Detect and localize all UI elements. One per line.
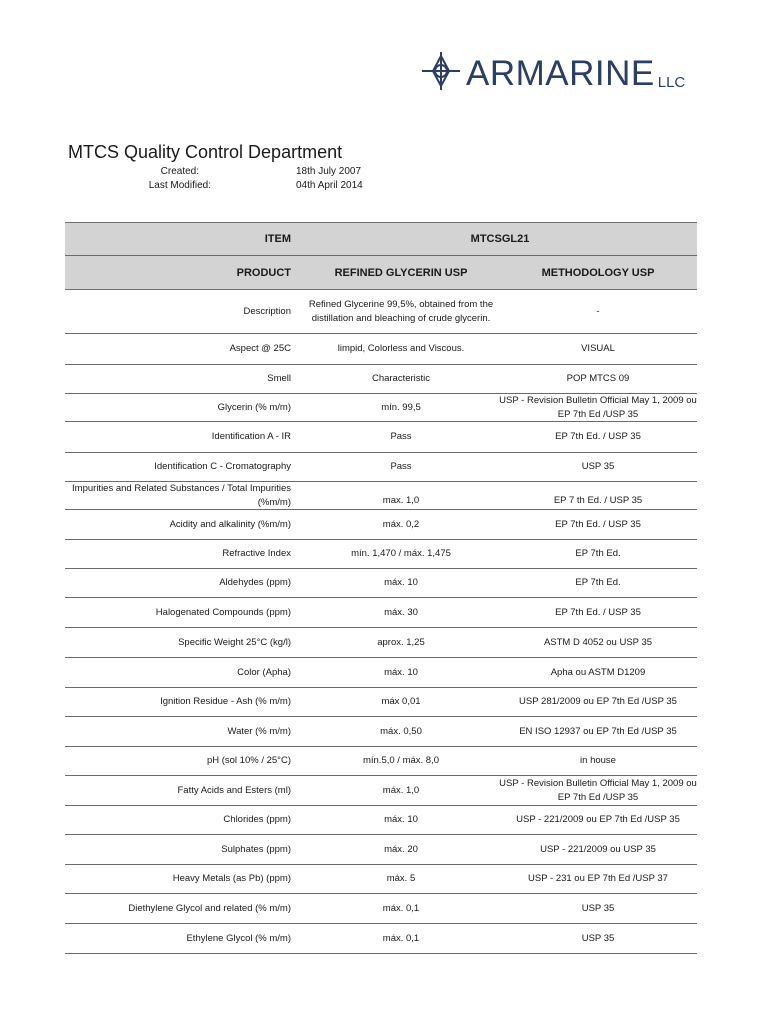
specification-cell: máx 0,01 <box>381 696 421 707</box>
method-cell: - <box>596 305 600 317</box>
document-meta <box>0 166 400 194</box>
method-cell: EP 7th Ed. <box>575 577 621 588</box>
parameter-cell: Color (Apha) <box>237 666 291 678</box>
item-code: MTCSGL21 <box>470 233 530 245</box>
logo-word: ARMARINE <box>466 53 655 93</box>
specification-cell: Refined Glycerine 99,5%, obtained from the distillation and bleaching of crude glycerin. <box>308 298 494 324</box>
parameter-cell: Description <box>243 305 291 317</box>
company-logo <box>420 50 685 97</box>
table-row <box>65 510 697 540</box>
created-label: Created: <box>160 166 199 177</box>
specification-cell: máx. 10 <box>384 666 418 678</box>
specification-cell: máx. 0,50 <box>380 725 422 737</box>
parameter-cell: Acidity and alkalinity (%m/m) <box>169 518 291 530</box>
table-row <box>65 334 697 365</box>
last-modified-value: 04th April 2014 <box>296 180 363 191</box>
method-cell: EP 7th Ed. <box>575 548 621 559</box>
method-cell: POP MTCS 09 <box>566 373 630 384</box>
parameter-cell: Ignition Residue - Ash (% m/m) <box>160 696 291 707</box>
item-header-row <box>65 222 697 256</box>
method-cell: EP 7th Ed. / USP 35 <box>555 431 641 442</box>
table-row <box>65 776 697 806</box>
table-row <box>65 658 697 688</box>
specification-cell: máx. 30 <box>384 606 418 618</box>
methodology-label: METHODOLOGY USP <box>541 266 655 279</box>
item-label: ITEM <box>264 233 291 245</box>
parameter-cell: Water (% m/m) <box>227 725 291 737</box>
table-row <box>65 394 697 422</box>
table-row <box>65 717 697 747</box>
table-row <box>65 688 697 717</box>
method-cell: Apha ou ASTM D1209 <box>550 666 646 678</box>
specification-cell: máx. 20 <box>384 843 418 855</box>
parameter-cell: Sulphates (ppm) <box>221 843 291 855</box>
parameter-cell: Glycerin (% m/m) <box>217 401 291 413</box>
method-cell: in house <box>580 755 616 766</box>
table-row <box>65 540 697 569</box>
specification-cell: Characteristic <box>371 373 431 384</box>
table-row <box>65 365 697 394</box>
table-row <box>65 924 697 954</box>
method-cell: USP - 221/2009 ou EP 7th Ed /USP 35 <box>516 814 680 825</box>
table-row <box>65 894 697 924</box>
method-cell: EP 7th Ed. / USP 35 <box>555 606 641 618</box>
parameter-cell: Heavy Metals (as Pb) (ppm) <box>172 873 291 884</box>
parameter-cell: Smell <box>267 373 291 384</box>
parameter-cell: Impurities and Related Substances / Total Impurities (%m/m) <box>72 482 291 508</box>
parameter-cell: Aldehydes (ppm) <box>219 577 291 588</box>
specification-cell: máx. 0,2 <box>382 518 420 530</box>
parameter-cell: Diethylene Glycol and related (% m/m) <box>128 902 291 914</box>
parameter-cell: Refractive Index <box>222 548 291 559</box>
method-cell: USP 35 <box>581 932 615 944</box>
method-cell: ASTM D 4052 ou USP 35 <box>543 636 653 648</box>
specification-cell: máx. 10 <box>384 577 418 588</box>
compass-cross-icon <box>420 50 462 97</box>
method-cell: USP 281/2009 ou EP 7th Ed /USP 35 <box>519 696 677 707</box>
method-cell: USP - Revision Bulletin Official May 1, 2009 ou EP 7th Ed /USP 35 <box>499 777 697 803</box>
table-row <box>65 806 697 835</box>
method-cell: USP 35 <box>581 902 615 914</box>
specification-cell: mín. 1,470 / máx. 1,475 <box>351 548 451 559</box>
specification-cell: limpid, Colorless and Viscous. <box>337 343 465 354</box>
specification-cell: máx. 1,0 <box>382 784 420 796</box>
parameter-cell: pH (sol 10% / 25°C) <box>206 755 291 766</box>
parameter-cell: Ethylene Glycol (% m/m) <box>186 932 291 944</box>
table-row <box>65 569 697 598</box>
method-cell: USP - 231 ou EP 7th Ed /USP 37 <box>528 873 668 884</box>
specification-cell: max. 1,0 <box>382 495 420 506</box>
parameter-cell: Aspect @ 25C <box>229 343 291 354</box>
logo-suffix: LLC <box>657 74 686 91</box>
table-row <box>65 628 697 658</box>
table-row <box>65 865 697 894</box>
specification-cell: aprox. 1,25 <box>377 636 425 648</box>
parameter-cell: Identification A - IR <box>211 431 291 442</box>
product-header-row <box>65 256 697 290</box>
method-cell: EP 7 th Ed. / USP 35 <box>553 495 643 506</box>
table-row <box>65 598 697 628</box>
table-row <box>65 290 697 334</box>
table-row <box>65 747 697 776</box>
table-row <box>65 482 697 510</box>
parameter-cell: Chlorides (ppm) <box>223 814 291 825</box>
method-cell: USP - Revision Bulletin Official May 1, 2009 ou EP 7th Ed /USP 35 <box>499 394 697 420</box>
created-value: 18th July 2007 <box>296 166 362 177</box>
parameter-cell: Halogenated Compounds (ppm) <box>155 606 291 618</box>
method-cell: USP 35 <box>581 461 615 472</box>
specification-cell: máx. 0,1 <box>382 932 420 944</box>
method-cell: EP 7th Ed. / USP 35 <box>555 518 641 530</box>
specification-cell: mín. 99,5 <box>381 401 421 413</box>
specification-table <box>65 222 697 954</box>
table-row <box>65 422 697 453</box>
specification-cell: mín.5,0 / máx. 8,0 <box>362 755 440 766</box>
specification-cell: máx. 0,1 <box>382 902 420 914</box>
table-row <box>65 453 697 482</box>
specification-cell: Pass <box>390 431 412 442</box>
created-row <box>0 166 400 180</box>
last-modified-row <box>0 180 400 194</box>
product-label: PRODUCT <box>236 266 291 279</box>
product-name: REFINED GLYCERIN USP <box>334 266 468 279</box>
method-cell: EN ISO 12937 ou EP 7th Ed /USP 35 <box>519 725 677 737</box>
method-cell: USP - 221/2009 ou USP 35 <box>540 843 656 855</box>
page-title: MTCS Quality Control Department <box>68 142 343 162</box>
parameter-cell: Fatty Acids and Esters (ml) <box>177 784 291 796</box>
last-modified-label: Last Modified: <box>148 180 211 191</box>
parameter-cell: Identification C - Cromatography <box>154 461 291 472</box>
specification-cell: Pass <box>390 461 412 472</box>
parameter-cell: Specific Weight 25°C (kg/l) <box>178 636 291 648</box>
specification-cell: máx. 10 <box>384 814 418 825</box>
specification-cell: máx. 5 <box>386 873 416 884</box>
table-row <box>65 835 697 865</box>
method-cell: VISUAL <box>581 343 615 354</box>
